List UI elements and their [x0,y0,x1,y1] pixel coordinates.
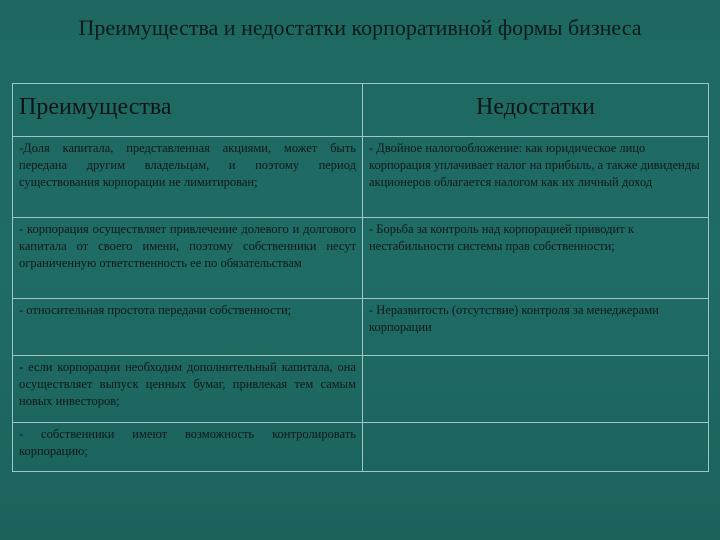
disadvantage-cell: - Неразвитость (отсутствие) контроля за менеджерами корпорации [369,303,659,334]
advantage-cell: - собственники имеют возможность контролировать корпорацию; [13,423,363,471]
comparison-table [12,83,709,472]
table-row [13,422,708,471]
disadvantage-cell: - Двойное налогообложение: как юридическое лицо корпорация уплачивает налог на прибыль, а также дивиденды акционеров облагается налогом как их личный доход [369,141,700,189]
table-row [13,298,708,355]
disadvantage-cell: - Борьба за контроль над корпорацией приводит к нестабильности системы прав собственности; [369,222,634,253]
header-disadvantages: Недостатки [476,94,595,120]
advantage-cell: -Доля капитала, представленная акциями, может быть передана другим владельцам, и поэтому период существования корпорации не лимитирован; [13,137,363,217]
disadvantage-cell [363,356,708,422]
advantage-cell: - относительная простота передачи собственности; [13,299,363,355]
disadvantage-cell [363,423,708,471]
table-header-row [13,84,708,136]
advantage-cell: - корпорация осуществляет привлечение долевого и долгового капитала от своего имени, поэтому собственники несут ограниченную ответственность ее по обязательствам [13,218,363,298]
table-row [13,217,708,298]
advantage-cell: - если корпорации необходим дополнительный капитала, она осуществляет выпуск ценных бумаг, привлекая тем самым новых инвесторов; [13,356,363,422]
header-advantages: Преимущества [13,84,363,136]
slide-title: Преимущества и недостатки корпоративной формы бизнеса [78,15,642,40]
table-row [13,136,708,217]
table-row [13,355,708,422]
